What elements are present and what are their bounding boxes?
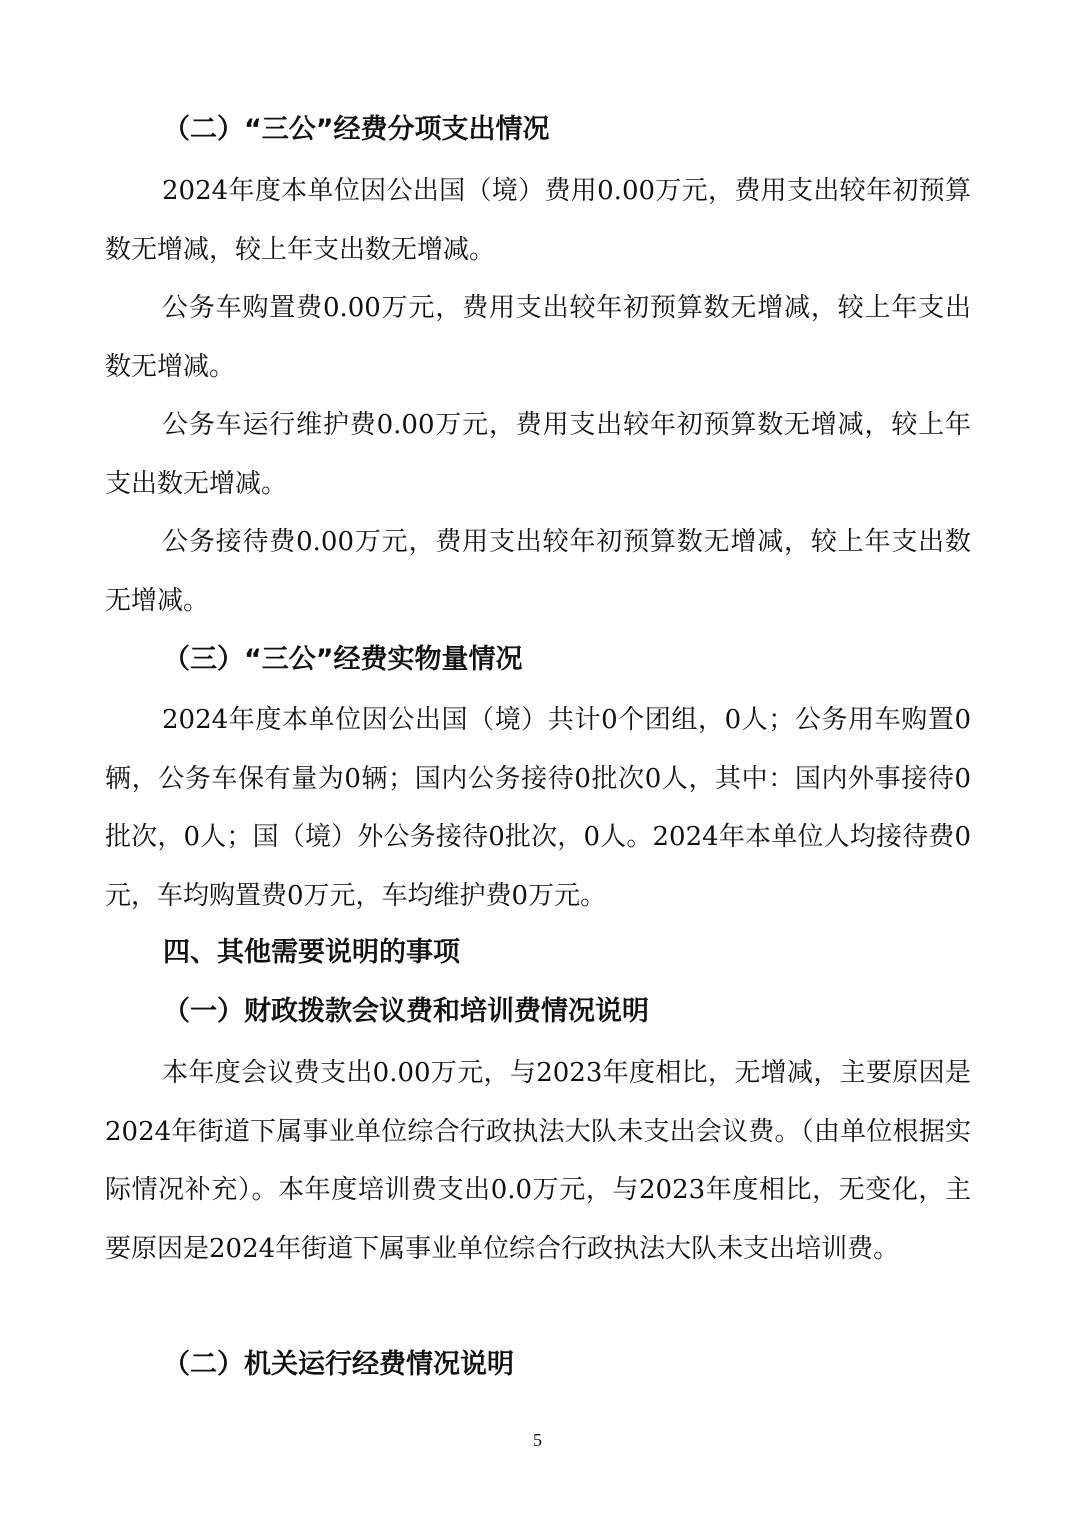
section-heading-other-matters: 四、其他需要说明的事项 — [163, 937, 460, 968]
paragraph-physical-quantity: 2024年度本单位因公出国（境）共计0个团组，0人；公务用车购置0辆，公务车保有量为0辆；国内公务接待0批次0人，其中：国内外事接待0批次，0人；国（境）外公务接待0批次，0人。2024年本单位人均接待费0元，车均购置费0万元，车均维护费0万元。 — [105, 705, 971, 911]
paragraph-car-purchase: 公务车购置费0.00万元，费用支出较年初预算数无增减，较上年支出数无增减。 — [105, 293, 971, 382]
section-heading-operation-expenses: （二）机关运行经费情况说明 — [163, 1349, 514, 1380]
paragraph-car-operation: 公务车运行维护费0.00万元，费用支出较年初预算数无增减，较上年支出数无增减。 — [105, 410, 971, 499]
section-heading-physical-quantity: （三）“三公”经费实物量情况 — [163, 644, 523, 675]
paragraph-overseas-travel: 2024年度本单位因公出国（境）费用0.00万元，费用支出较年初预算数无增减，较上年支出数无增减。 — [105, 176, 971, 265]
section-heading-meeting-training: （一）财政拨款会议费和培训费情况说明 — [163, 996, 649, 1027]
page-number: 5 — [533, 1430, 542, 1450]
section-heading-three-public-breakdown: （二）“三公”经费分项支出情况 — [163, 114, 550, 145]
paragraph-reception: 公务接待费0.00万元，费用支出较年初预算数无增减，较上年支出数无增减。 — [105, 527, 971, 616]
paragraph-meeting-training: 本年度会议费支出0.00万元，与2023年度相比，无增减，主要原因是2024年街道下属事业单位综合行政执法大队未支出会议费。（由单位根据实际情况补充）。本年度培训费支出0.0万元，与2023年度相比，无变化，主要原因是2024年街道下属事业单位综合行政执法大队未支出培训费。 — [105, 1058, 971, 1264]
